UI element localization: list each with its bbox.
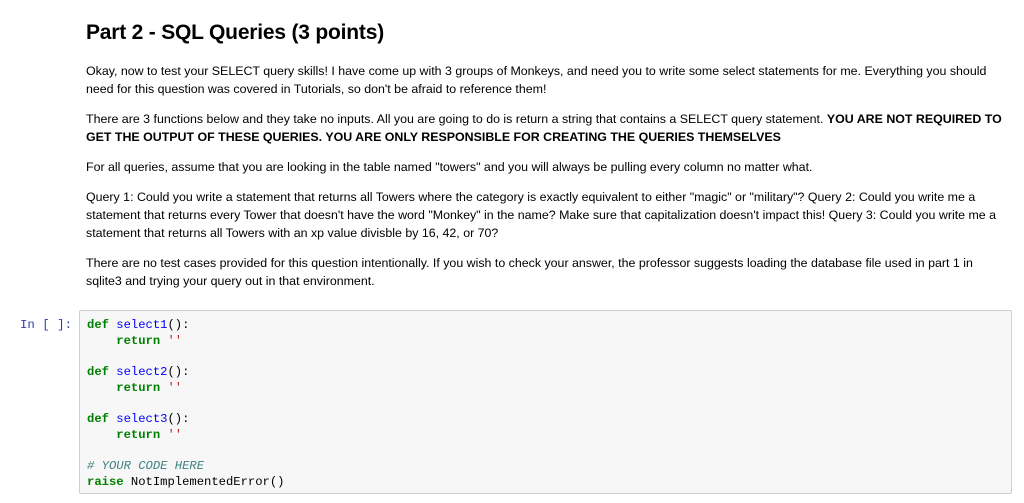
keyword-def: def <box>87 412 109 427</box>
code-cell <box>0 310 1024 494</box>
string-literal: '' <box>167 380 183 395</box>
params: (): <box>167 318 190 332</box>
code-comment: # YOUR CODE HERE <box>87 459 205 474</box>
code-text[interactable] <box>87 318 285 491</box>
keyword-return: return <box>116 427 161 442</box>
params: (): <box>167 365 190 380</box>
functions-paragraph <box>86 110 1004 146</box>
section-title: Part 2 - SQL Queries (3 points) <box>86 21 384 44</box>
string-literal: '' <box>167 333 183 348</box>
code-editor[interactable] <box>79 310 1012 494</box>
params: (): <box>167 412 190 427</box>
functions-paragraph-text: There are 3 functions below and they take no inputs. All you are going to do is return a string that contains a SELECT query statement. <box>86 112 827 126</box>
function-name-select1: select1 <box>116 318 168 332</box>
queries-paragraph: Query 1: Could you write a statement that returns all Towers where the category is exactly equivalent to either "magic" or "military"? Query 2: Could you write me a statement that returns every Tower that doesn't have the word "Monkey" in the name? Make sure that capitalization doesn't impact this! Query 3: Could you write me a statement that returns all Towers with an xp value divisble by 16, 42, or 70? <box>86 190 997 240</box>
keyword-def: def <box>87 318 109 332</box>
test-cases-paragraph: There are no test cases provided for this question intentionally. If you wish to check your answer, the professor suggests loading the database file used in part 1 in sqlite3 and trying your query out in that environment. <box>86 256 973 288</box>
keyword-return: return <box>116 380 161 395</box>
keyword-raise: raise <box>87 475 124 490</box>
string-literal: '' <box>167 427 183 442</box>
function-name-select2: select2 <box>116 365 168 380</box>
input-prompt: In [ ]: <box>20 318 73 332</box>
markdown-cell[interactable] <box>86 14 1004 302</box>
intro-paragraph: Okay, now to test your SELECT query skills! I have come up with 3 groups of Monkeys, and need you to write some select statements for me. Everything you should need for this question was covered in Tutorials, so don't be afraid to reference them! <box>86 64 987 96</box>
functions-paragraph-bold: YOU ARE NOT REQUIRED TO GET THE OUTPUT OF THESE QUERIES. YOU ARE ONLY RESPONSIBLE FOR CREATING THE QUERIES THEMSELVES <box>86 112 1002 144</box>
keyword-def: def <box>87 365 109 380</box>
exception-call: NotImplementedError() <box>130 475 285 490</box>
function-name-select3: select3 <box>116 412 168 427</box>
table-paragraph: For all queries, assume that you are looking in the table named "towers" and you will always be pulling every column no matter what. <box>86 160 813 174</box>
keyword-return: return <box>116 333 161 348</box>
